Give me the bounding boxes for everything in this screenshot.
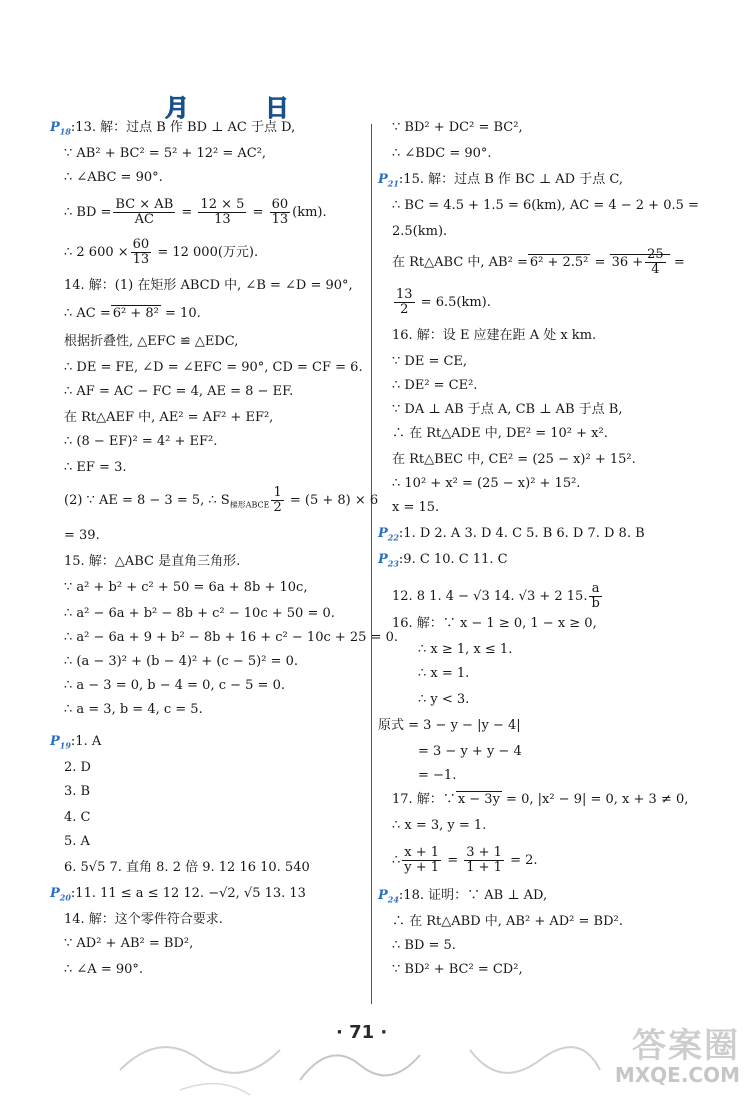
line-text: :1. A <box>70 734 102 749</box>
line-text: ∵ AD² + AB² = BD², <box>64 936 194 951</box>
fraction-numerator: 60 <box>132 237 150 252</box>
fraction-numerator: BC × AB <box>115 197 174 212</box>
solution-line <box>378 120 523 136</box>
solution-line <box>50 486 378 515</box>
line-text: 14. 解：这个零件符合要求. <box>64 912 223 927</box>
page-ref <box>50 886 71 901</box>
fraction <box>589 582 601 611</box>
fraction-numerator: 60 <box>271 197 289 212</box>
solution-line <box>378 378 477 394</box>
page-ref <box>378 172 399 187</box>
page-ref-letter: P <box>378 526 388 541</box>
fraction <box>271 486 283 515</box>
line-text: = <box>590 255 610 270</box>
line-text: = <box>285 493 305 508</box>
line-text: ∴ y < 3. <box>418 692 470 707</box>
solution-line <box>50 306 201 322</box>
line-text: 17. 解：∵ <box>392 792 456 807</box>
page-ref-number: 20 <box>59 892 71 903</box>
solution-line <box>50 760 91 776</box>
line-text: ∴ (8 − EF)² = 4² + EF². <box>64 434 218 449</box>
page-ref-number: 18 <box>59 126 71 137</box>
line-text: 在 Rt△ABC 中, AB² = <box>392 255 528 270</box>
line-text: 6. 5√5 7. 直角 8. 2 倍 9. 12 16 10. 540 <box>64 860 310 875</box>
line-text: ∴ a = 3, b = 4, c = 5. <box>64 702 203 717</box>
fraction-denominator: 2 <box>400 302 409 317</box>
line-text: :13. 解：过点 B 作 BD ⊥ AC 于点 D, <box>70 120 296 135</box>
solution-line <box>378 692 469 708</box>
solution-line <box>378 818 486 834</box>
sqrt-expression <box>610 247 670 277</box>
line-text: (5 + 8) × 6 <box>304 493 379 508</box>
solution-line <box>378 792 688 808</box>
solution-line <box>378 642 512 658</box>
fraction-numerator: a <box>589 582 601 597</box>
line-text: (km). <box>292 205 327 220</box>
solution-line <box>50 278 353 294</box>
line-text: 15. 解：△ABC 是直角三角形. <box>64 554 241 569</box>
page-footer <box>0 1010 750 1101</box>
solution-line <box>50 410 273 426</box>
month-label: 月 <box>165 94 189 122</box>
line-text: ∴ x ≥ 1, x ≤ 1. <box>418 642 513 657</box>
line-text: ∴ AC = <box>64 306 111 321</box>
line-text: = 10. <box>160 306 201 321</box>
line-text: 原式 = 3 − y − |y − 4| <box>378 718 521 733</box>
fraction-denominator: 13 <box>214 212 231 227</box>
line-text: 3. B <box>64 784 91 799</box>
fraction-numerator: x + 1 <box>402 846 441 861</box>
solution-line <box>50 146 266 162</box>
page-ref <box>378 888 399 903</box>
solution-line <box>50 580 307 596</box>
line-text: ∴ 10² + x² = (25 − x)² + 15². <box>392 476 581 491</box>
solution-line <box>50 198 327 227</box>
solution-line <box>50 834 90 850</box>
line-text: 16. 解：∵ x − 1 ≥ 0, 1 − x ≥ 0, <box>392 616 597 631</box>
solution-line <box>50 334 238 350</box>
column-divider <box>371 124 372 1004</box>
fraction-denominator: y + 1 <box>404 860 440 875</box>
line-text: = 3 − y + y − 4 <box>418 744 522 759</box>
page-ref-letter: P <box>50 734 60 749</box>
page-ref-number: 24 <box>387 894 399 905</box>
solution-line <box>378 146 492 162</box>
sqrt-expression: x − 3y <box>457 792 500 807</box>
solution-line <box>378 500 439 516</box>
line-text: 12. 8 1. 4 − √3 14. √3 + 2 15. <box>392 589 588 604</box>
solution-line <box>378 666 469 682</box>
fraction-denominator: 2 <box>273 500 282 515</box>
line-text: :1. D 2. A 3. D 4. C 5. B 6. D 7. D 8. B <box>398 526 645 541</box>
solution-line <box>378 198 699 214</box>
solution-line <box>50 702 203 718</box>
solution-line <box>378 402 622 418</box>
solution-line <box>378 426 608 442</box>
line-text: ∴ EF = 3. <box>64 460 127 475</box>
solution-line <box>378 962 523 978</box>
solution-line <box>50 460 126 476</box>
fraction <box>402 846 441 875</box>
solution-line <box>50 170 163 186</box>
fraction-numerator: 13 <box>396 287 413 302</box>
line-text: ∴ DE = FE, ∠D = ∠EFC = 90°, CD = CF = 6. <box>64 360 363 375</box>
solution-line <box>378 846 538 875</box>
day-label: 日 <box>265 94 289 122</box>
fraction-denominator: 13 <box>132 252 150 267</box>
fraction-numerator: 12 × 5 <box>200 197 245 212</box>
line-text: = 6.5(km). <box>416 295 491 310</box>
sqrt-expression: 6² + 2.5² <box>529 255 589 270</box>
line-text: = 2. <box>505 853 538 868</box>
line-text: ∴ 在 Rt△ADE 中, DE² = 10² + x². <box>392 426 608 441</box>
line-text: ∵ DE = CE, <box>392 354 468 369</box>
line-text: 2.5(km). <box>392 224 448 239</box>
line-text: = <box>669 255 685 270</box>
line-text: = <box>443 853 463 868</box>
sqrt-expression: 6² + 8² <box>112 306 159 321</box>
page-ref <box>50 120 71 135</box>
solution-line <box>50 238 258 267</box>
line-text: ∴ DE² = CE². <box>392 378 478 393</box>
fraction-numerator: 25 <box>647 247 664 262</box>
watermark-logo: 答案圈 <box>632 1026 740 1066</box>
solution-line <box>50 120 295 140</box>
line-text: ∴ x = 3, y = 1. <box>392 818 487 833</box>
page-header <box>0 88 750 122</box>
fraction-denominator: AC <box>134 212 154 227</box>
solution-line <box>378 476 580 492</box>
line-text: :11. 11 ≤ a ≤ 12 12. −√2, √5 13. 13 <box>70 886 306 901</box>
page-ref-number: 21 <box>387 178 399 189</box>
solution-line <box>50 434 217 450</box>
line-text: = <box>248 205 268 220</box>
line-text: ∴ a − 3 = 0, b − 4 = 0, c − 5 = 0. <box>64 678 285 693</box>
page-ref-number: 22 <box>387 532 399 543</box>
line-text: :9. C 10. C 11. C <box>398 552 508 567</box>
line-text: ∴ <box>392 853 401 868</box>
line-text: = 12 000(万元). <box>153 245 259 260</box>
line-text: 在 Rt△BEC 中, CE² = (25 − x)² + 15². <box>392 452 636 467</box>
page-ref <box>378 552 399 567</box>
solution-line <box>50 912 223 928</box>
solution-line <box>378 616 597 632</box>
fraction <box>645 248 666 277</box>
page-ref <box>50 734 71 749</box>
solution-line <box>378 224 447 240</box>
line-text: ∴ a² − 6a + b² − 8b + c² − 10c + 50 = 0. <box>64 606 335 621</box>
line-text: x = 15. <box>392 500 440 515</box>
solution-line <box>378 938 456 954</box>
line-text: ∴ BC = 4.5 + 1.5 = 6(km), AC = 4 − 2 + 0.5 = <box>392 198 699 213</box>
line-text: = −1. <box>418 768 457 783</box>
line-text: ∵ DA ⊥ AB 于点 A, CB ⊥ AB 于点 B, <box>392 402 623 417</box>
fraction-denominator: 13 <box>271 212 289 227</box>
page-number: · 71 · <box>336 1022 388 1043</box>
page-ref-letter: P <box>50 120 60 135</box>
solution-line <box>50 360 363 376</box>
solution-line <box>378 552 508 572</box>
solution-line <box>50 630 398 646</box>
line-text: = <box>177 205 197 220</box>
line-text: ∴ BD = <box>64 205 112 220</box>
line-text: ∴ ∠ABC = 90°. <box>64 170 163 185</box>
solution-line <box>378 582 604 611</box>
fraction <box>464 846 504 875</box>
line-text: ∴ AF = AC − FC = 4, AE = 8 − EF. <box>64 384 294 399</box>
line-text: ∴ a² − 6a + 9 + b² − 8b + 16 + c² − 10c + 25 = 0. <box>64 630 399 645</box>
watermark-site: MXQE.COM <box>614 1063 740 1087</box>
fraction <box>113 198 175 227</box>
solution-line <box>378 248 685 277</box>
line-text: 2. D <box>64 760 91 775</box>
line-text: ∵ BD² + DC² = BC², <box>392 120 523 135</box>
line-text: ∴ (a − 3)² + (b − 4)² + (c − 5)² = 0. <box>64 654 298 669</box>
line-text: :15. 解：过点 B 作 BC ⊥ AD 于点 C, <box>398 172 623 187</box>
solution-line <box>378 328 596 344</box>
line-text: ∵ BD² + BC² = CD², <box>392 962 523 977</box>
fraction-numerator: 3 + 1 <box>466 845 502 860</box>
line-text: 4. C <box>64 810 91 825</box>
page-ref-number: 19 <box>59 740 71 751</box>
line-text: = 0, |x² − 9| = 0, x + 3 ≠ 0, <box>501 792 689 807</box>
page-ref-letter: P <box>50 886 60 901</box>
fraction-denominator: b <box>591 596 600 611</box>
page-ref-letter: P <box>378 888 388 903</box>
solution-line <box>50 384 293 400</box>
line-text: 根据折叠性, △EFC ≌ △EDC, <box>64 334 239 349</box>
solution-line <box>378 914 623 930</box>
line-text: 在 Rt△AEF 中, AE² = AF² + EF², <box>64 410 274 425</box>
solution-line <box>50 886 306 906</box>
fraction-denominator: 1 + 1 <box>466 860 502 875</box>
line-text: 16. 解：设 E 应建在距 A 处 x km. <box>392 328 597 343</box>
solution-line <box>50 654 298 670</box>
line-text: 14. 解：(1) 在矩形 ABCD 中, ∠B = ∠D = 90°, <box>64 278 353 293</box>
solution-line <box>50 734 101 754</box>
line-text: ∴ x = 1. <box>418 666 470 681</box>
solution-line <box>50 860 310 876</box>
line-text: ∴ ∠A = 90°. <box>64 962 144 977</box>
line-text: ∴ 在 Rt△ABD 中, AB² + AD² = BD². <box>392 914 623 929</box>
solution-line <box>50 678 285 694</box>
solution-line <box>50 554 240 570</box>
solution-line <box>378 768 456 784</box>
solution-line <box>50 936 193 952</box>
solution-line <box>378 172 623 192</box>
sqrt-text: 36 + <box>611 255 644 270</box>
line-text: :18. 证明：∵ AB ⊥ AD, <box>398 888 548 903</box>
solution-line <box>378 744 522 760</box>
subscript-label: 梯形ABCE <box>229 500 270 510</box>
solution-line <box>378 354 467 370</box>
solution-line <box>378 288 491 317</box>
line-text: ∴ BD = 5. <box>392 938 456 953</box>
solution-line <box>50 810 90 826</box>
fraction <box>131 238 152 267</box>
fraction <box>394 288 415 317</box>
watermark <box>615 1018 740 1087</box>
line-text: ∵ a² + b² + c² + 50 = 6a + 8b + 10c, <box>64 580 308 595</box>
solution-line <box>378 452 636 468</box>
page-ref <box>378 526 399 541</box>
line-text: = 39. <box>64 528 100 543</box>
line-text: 5. A <box>64 834 90 849</box>
solution-line <box>50 962 143 978</box>
page-ref-letter: P <box>378 552 388 567</box>
solution-line <box>378 526 645 546</box>
solution-line <box>378 888 547 908</box>
solution-line <box>50 606 335 622</box>
solution-line <box>50 528 100 544</box>
fraction <box>198 198 246 227</box>
fraction-denominator: 4 <box>651 262 660 277</box>
line-text: (2) ∵ AE = 8 − 3 = 5, ∴ S <box>64 493 230 508</box>
fraction-numerator: 1 <box>273 485 282 500</box>
fraction <box>270 198 291 227</box>
page-ref-letter: P <box>378 172 388 187</box>
line-text: ∴ 2 600 × <box>64 245 129 260</box>
line-text: ∵ AB² + BC² = 5² + 12² = AC², <box>64 146 267 161</box>
line-text: ∴ ∠BDC = 90°. <box>392 146 492 161</box>
solution-line <box>378 718 521 734</box>
page-ref-number: 23 <box>387 558 399 569</box>
solution-line <box>50 784 90 800</box>
